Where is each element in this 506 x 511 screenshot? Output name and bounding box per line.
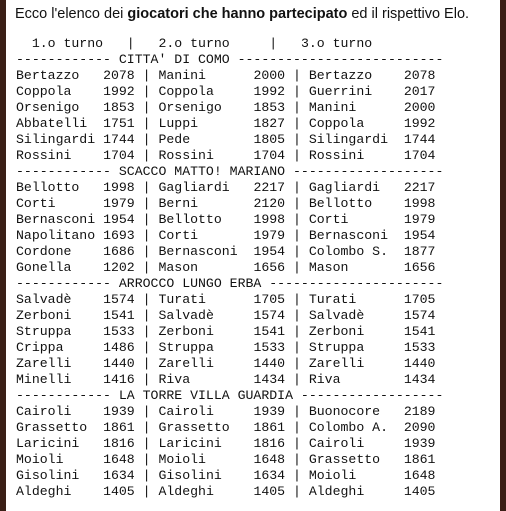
player-elo: 2000 xyxy=(403,100,436,115)
player-name: Berni xyxy=(158,196,238,211)
player-elo: 1704 xyxy=(103,148,135,163)
player-name: Bernasconi xyxy=(158,244,238,259)
player-name: Cairoli xyxy=(158,404,238,419)
player-elo: 1541 xyxy=(253,324,286,339)
player-name: Cairoli xyxy=(16,404,96,419)
player-name: Silingardi xyxy=(308,132,388,147)
player-elo: 1954 xyxy=(403,228,436,243)
player-name: Gisolini xyxy=(158,468,238,483)
player-elo: 1405 xyxy=(253,484,286,499)
table-line: Laricini 1816 | Laricini 1816 | Cairoli 1939 xyxy=(16,436,436,451)
player-elo: 1939 xyxy=(103,404,135,419)
table-line: ------------ SCACCO MATTO! MARIANO ------------------- xyxy=(16,164,444,179)
table-line: Aldeghi 1405 | Aldeghi 1405 | Aldeghi 1405 xyxy=(16,484,436,499)
player-name: Riva xyxy=(308,372,388,387)
player-elo: 2017 xyxy=(403,84,436,99)
player-elo: 1693 xyxy=(103,228,135,243)
player-name: Gagliardi xyxy=(308,180,388,195)
player-elo: 1486 xyxy=(103,340,135,355)
player-name: Bellotto xyxy=(16,180,96,195)
player-elo: 2000 xyxy=(253,68,286,83)
player-name: Bernasconi xyxy=(16,212,96,227)
player-elo: 1405 xyxy=(403,484,436,499)
table-line: ------------ ARROCCO LUNGO ERBA ---------------------- xyxy=(16,276,444,291)
player-name: Coppola xyxy=(16,84,96,99)
table-line: Crippa 1486 | Struppa 1533 | Struppa 1533 xyxy=(16,340,436,355)
player-name: Colombo S. xyxy=(308,244,388,259)
player-elo: 1634 xyxy=(103,468,135,483)
player-name: Bertazzo xyxy=(16,68,96,83)
player-elo: 1861 xyxy=(253,420,286,435)
player-elo: 1979 xyxy=(103,196,135,211)
player-name: Aldeghi xyxy=(158,484,238,499)
player-name: Coppola xyxy=(158,84,238,99)
player-elo: 1434 xyxy=(403,372,436,387)
player-name: Turati xyxy=(308,292,388,307)
player-elo: 2217 xyxy=(253,180,286,195)
player-name: Rossini xyxy=(158,148,238,163)
player-name: Coppola xyxy=(308,116,388,131)
player-elo: 1979 xyxy=(253,228,286,243)
player-elo: 1202 xyxy=(103,260,135,275)
table-line: Coppola 1992 | Coppola 1992 | Guerrini 2017 xyxy=(16,84,436,99)
table-line: Salvadè 1574 | Turati 1705 | Turati 1705 xyxy=(16,292,436,307)
player-elo: 2189 xyxy=(403,404,436,419)
player-name: Pede xyxy=(158,132,238,147)
player-elo: 1998 xyxy=(403,196,436,211)
player-name: Bellotto xyxy=(308,196,388,211)
table-line: Gonella 1202 | Mason 1656 | Mason 1656 xyxy=(16,260,436,275)
player-name: Zerboni xyxy=(158,324,238,339)
section-title: CITTA' DI COMO xyxy=(110,52,238,67)
player-name: Riva xyxy=(158,372,238,387)
column-header: 3.o turno xyxy=(300,36,373,51)
player-name: Turati xyxy=(158,292,238,307)
player-name: Corti xyxy=(308,212,388,227)
intro-text-start: Ecco l'elenco dei xyxy=(15,6,128,22)
player-name: Zarelli xyxy=(158,356,238,371)
table-line: ------------ CITTA' DI COMO -------------------------- xyxy=(16,52,444,67)
player-elo: 2217 xyxy=(403,180,436,195)
player-elo: 1827 xyxy=(253,116,286,131)
player-elo: 1541 xyxy=(403,324,436,339)
player-elo: 1705 xyxy=(403,292,436,307)
player-elo: 1979 xyxy=(403,212,436,227)
player-name: Silingardi xyxy=(16,132,96,147)
player-name: Laricini xyxy=(16,436,96,451)
player-name: Bernasconi xyxy=(308,228,388,243)
player-name: Gisolini xyxy=(16,468,96,483)
intro-text-bold: giocatori che hanno partecipato xyxy=(127,6,348,22)
column-header: 1.o turno xyxy=(31,36,104,51)
player-elo: 1939 xyxy=(253,404,286,419)
player-elo: 1853 xyxy=(253,100,286,115)
player-name: Zarelli xyxy=(308,356,388,371)
player-name: Corti xyxy=(16,196,96,211)
player-elo: 2120 xyxy=(253,196,286,211)
page-frame-left xyxy=(0,0,6,511)
table-line: Cordone 1686 | Bernasconi 1954 | Colombo S. 1877 xyxy=(16,244,436,259)
player-elo: 1816 xyxy=(103,436,135,451)
intro-paragraph xyxy=(15,5,495,23)
table-line: Struppa 1533 | Zerboni 1541 | Zerboni 1541 xyxy=(16,324,436,339)
player-name: Corti xyxy=(158,228,238,243)
table-line: Orsenigo 1853 | Orsenigo 1853 | Manini 2000 xyxy=(16,100,436,115)
player-elo: 1704 xyxy=(403,148,436,163)
table-line: Gisolini 1634 | Gisolini 1634 | Moioli 1648 xyxy=(16,468,436,483)
player-name: Orsenigo xyxy=(16,100,96,115)
player-name: Salvadè xyxy=(308,308,388,323)
table-line: Rossini 1704 | Rossini 1704 | Rossini 1704 xyxy=(16,148,436,163)
player-name: Orsenigo xyxy=(158,100,238,115)
player-elo: 2078 xyxy=(103,68,135,83)
table-line: Minelli 1416 | Riva 1434 | Riva 1434 xyxy=(16,372,436,387)
player-elo: 1992 xyxy=(253,84,286,99)
table-line: Abbatelli 1751 | Luppi 1827 | Coppola 1992 xyxy=(16,116,436,131)
player-elo: 1992 xyxy=(403,116,436,131)
player-elo: 1574 xyxy=(253,308,286,323)
player-name: Abbatelli xyxy=(16,116,96,131)
section-title: ARROCCO LUNGO ERBA xyxy=(110,276,270,291)
table-line: ------------ LA TORRE VILLA GUARDIA ------------------ xyxy=(16,388,444,403)
player-elo: 1648 xyxy=(403,468,436,483)
player-name: Crippa xyxy=(16,340,96,355)
player-elo: 1434 xyxy=(253,372,286,387)
player-elo: 1634 xyxy=(253,468,286,483)
player-name: Guerrini xyxy=(308,84,388,99)
player-name: Moioli xyxy=(308,468,388,483)
table-line: Napolitano 1693 | Corti 1979 | Bernasconi 1954 xyxy=(16,228,436,243)
player-elo: 1939 xyxy=(403,436,436,451)
player-elo: 1656 xyxy=(253,260,286,275)
player-name: Salvadè xyxy=(16,292,96,307)
player-name: Manini xyxy=(308,100,388,115)
elo-table xyxy=(16,36,443,500)
player-name: Colombo A. xyxy=(308,420,388,435)
player-name: Grassetto xyxy=(16,420,96,435)
player-name: Bellotto xyxy=(158,212,238,227)
table-line: Bertazzo 2078 | Manini 2000 | Bertazzo 2078 xyxy=(16,68,436,83)
player-elo: 1704 xyxy=(253,148,286,163)
player-name: Luppi xyxy=(158,116,238,131)
player-elo: 1541 xyxy=(103,308,135,323)
player-name: Aldeghi xyxy=(16,484,96,499)
player-name: Moioli xyxy=(16,452,96,467)
player-elo: 1954 xyxy=(253,244,286,259)
table-line: Zerboni 1541 | Salvadè 1574 | Salvadè 1574 xyxy=(16,308,436,323)
player-name: Struppa xyxy=(158,340,238,355)
player-elo: 1992 xyxy=(103,84,135,99)
player-elo: 1998 xyxy=(253,212,286,227)
player-elo: 1648 xyxy=(253,452,286,467)
player-name: Laricini xyxy=(158,436,238,451)
player-elo: 1440 xyxy=(103,356,135,371)
player-name: Zarelli xyxy=(16,356,96,371)
player-elo: 1533 xyxy=(253,340,286,355)
table-line: Bernasconi 1954 | Bellotto 1998 | Corti 1979 xyxy=(16,212,436,227)
column-header: 2.o turno xyxy=(158,36,230,51)
player-elo: 1853 xyxy=(103,100,135,115)
player-name: Gonella xyxy=(16,260,96,275)
player-elo: 1656 xyxy=(403,260,436,275)
table-line: Corti 1979 | Berni 2120 | Bellotto 1998 xyxy=(16,196,436,211)
player-name: Grassetto xyxy=(308,452,388,467)
player-name: Grassetto xyxy=(158,420,238,435)
intro-text-end: ed il rispettivo Elo. xyxy=(347,6,470,22)
table-line: Silingardi 1744 | Pede 1805 | Silingardi 1744 xyxy=(16,132,436,147)
player-elo: 1861 xyxy=(103,420,135,435)
player-name: Minelli xyxy=(16,372,96,387)
player-name: Manini xyxy=(158,68,238,83)
table-line: 1.o turno | 2.o turno | 3.o turno xyxy=(31,36,373,51)
player-name: Rossini xyxy=(308,148,388,163)
player-name: Moioli xyxy=(158,452,238,467)
player-name: Gagliardi xyxy=(158,180,238,195)
player-elo: 1744 xyxy=(403,132,436,147)
table-line: Grassetto 1861 | Grassetto 1861 | Colombo A. 2090 xyxy=(16,420,436,435)
player-elo: 1440 xyxy=(253,356,286,371)
player-name: Struppa xyxy=(16,324,96,339)
player-elo: 1416 xyxy=(103,372,135,387)
player-name: Struppa xyxy=(308,340,388,355)
player-elo: 1533 xyxy=(403,340,436,355)
player-elo: 1405 xyxy=(103,484,135,499)
player-elo: 1648 xyxy=(103,452,135,467)
table-line: Cairoli 1939 | Cairoli 1939 | Buonocore 2189 xyxy=(16,404,436,419)
player-name: Rossini xyxy=(16,148,96,163)
player-elo: 1533 xyxy=(103,324,135,339)
player-elo: 1751 xyxy=(103,116,135,131)
player-name: Napolitano xyxy=(16,228,96,243)
player-elo: 2090 xyxy=(403,420,436,435)
player-elo: 1861 xyxy=(403,452,436,467)
player-name: Bertazzo xyxy=(308,68,388,83)
player-elo: 1744 xyxy=(103,132,135,147)
player-elo: 1574 xyxy=(403,308,436,323)
player-name: Zerboni xyxy=(16,308,96,323)
player-elo: 1705 xyxy=(253,292,286,307)
player-elo: 1805 xyxy=(253,132,286,147)
player-elo: 1574 xyxy=(103,292,135,307)
player-elo: 1954 xyxy=(103,212,135,227)
player-elo: 1440 xyxy=(403,356,436,371)
player-elo: 1686 xyxy=(103,244,135,259)
player-elo: 1816 xyxy=(253,436,286,451)
page-frame-right xyxy=(500,0,506,511)
section-title: LA TORRE VILLA GUARDIA xyxy=(110,388,301,403)
section-title: SCACCO MATTO! MARIANO xyxy=(110,164,293,179)
table-line: Moioli 1648 | Moioli 1648 | Grassetto 1861 xyxy=(16,452,436,467)
table-line: Bellotto 1998 | Gagliardi 2217 | Gagliardi 2217 xyxy=(16,180,436,195)
player-elo: 2078 xyxy=(403,68,436,83)
player-elo: 1998 xyxy=(103,180,135,195)
player-name: Cordone xyxy=(16,244,96,259)
player-name: Buonocore xyxy=(308,404,388,419)
player-name: Cairoli xyxy=(308,436,388,451)
player-name: Mason xyxy=(158,260,238,275)
player-name: Zerboni xyxy=(308,324,388,339)
player-name: Aldeghi xyxy=(308,484,388,499)
player-name: Mason xyxy=(308,260,388,275)
player-name: Salvadè xyxy=(158,308,238,323)
player-elo: 1877 xyxy=(403,244,436,259)
table-line: Zarelli 1440 | Zarelli 1440 | Zarelli 1440 xyxy=(16,356,436,371)
